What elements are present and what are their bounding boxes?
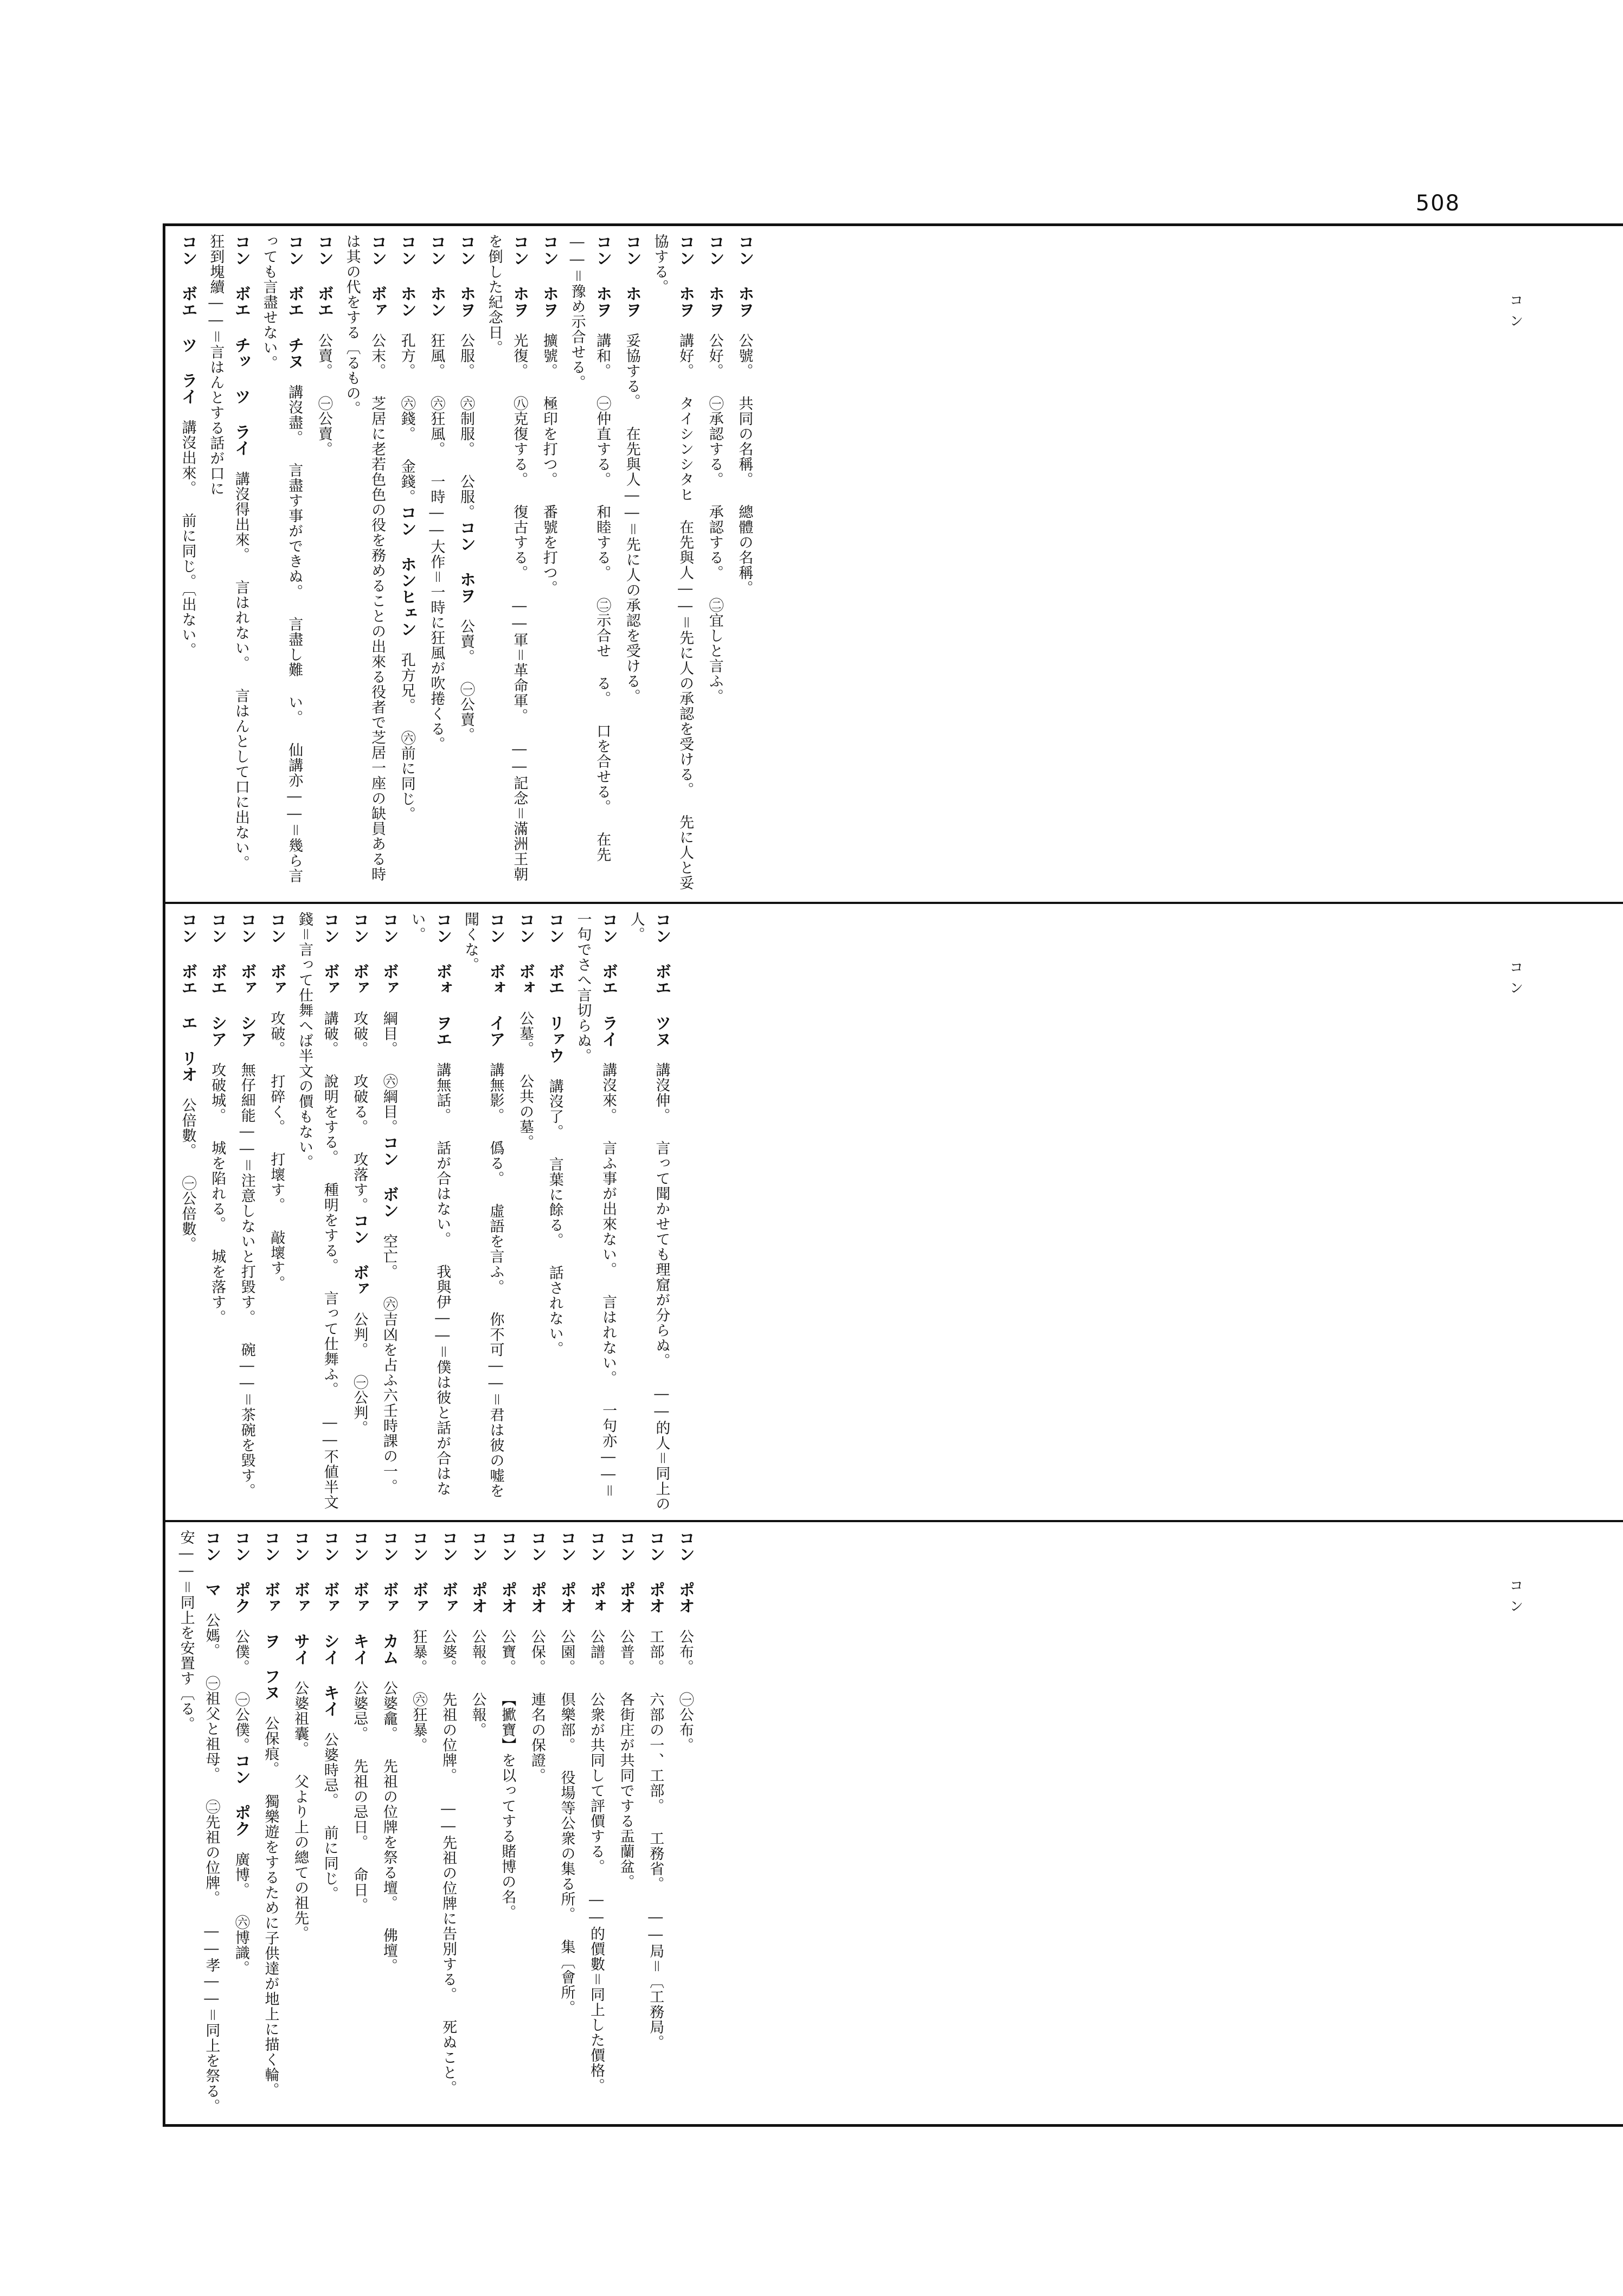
entry-definition: 公婆忌。 先祖の忌日。 命日。 bbox=[351, 1665, 368, 1913]
entry-definition: 公判。 ㊀公判。 bbox=[351, 1297, 368, 1435]
band-3-text bbox=[165, 1522, 707, 2124]
entry-headword: コン ホヲ bbox=[593, 234, 612, 318]
entry-definition: 公倍數。 ㊀公倍數。 bbox=[179, 1082, 196, 1252]
dictionary-entry bbox=[452, 234, 479, 520]
entry-headword: コン ポオ bbox=[527, 1530, 547, 1614]
dictionary-entry bbox=[553, 1530, 580, 2015]
entry-headword: コン ボン bbox=[379, 1134, 399, 1218]
entry-definition: 公婆。 先祖の位牌。 ――先祖の位牌に告別する。 死ぬこと。 bbox=[440, 1614, 457, 2095]
entry-headword: コン ポォ bbox=[587, 1530, 606, 1614]
dictionary-entry bbox=[204, 912, 230, 1325]
entry-definition: 講沒了。 言葉に餘る。 話されない。 bbox=[546, 1063, 563, 1356]
band-2 bbox=[165, 904, 1623, 1522]
entry-definition: 工部。 六部の一、工部。 工務省。 ――局＝〔工務局。 bbox=[647, 1614, 664, 2050]
dictionary-entry bbox=[263, 912, 290, 1291]
entry-definition: 講和。 ㊀仲直する。 和睦する。 ㊁示合せ る。 口を合せる。 在先――＝豫め示合せる。 bbox=[568, 234, 611, 862]
entry-definition: 狂暴。 ㊅狂暴。 bbox=[410, 1614, 427, 1753]
entry-headword: コン ボァ bbox=[368, 234, 387, 318]
dictionary-entry bbox=[257, 234, 307, 894]
dictionary-entry bbox=[174, 912, 201, 1252]
entry-headword: コン ボォ bbox=[516, 912, 535, 996]
dictionary-entry bbox=[227, 1530, 254, 1753]
entry-definition: 光復。 ㊇克復する。 復古する。 ――軍＝革命軍。 ――記念＝滿洲王朝を倒した紀念日。 bbox=[485, 234, 528, 882]
band-2-text bbox=[165, 904, 683, 1520]
dictionary-entry bbox=[624, 912, 674, 1512]
entry-definition: 攻破。 打碎く。 打壞す。 敲壞す。 bbox=[268, 996, 285, 1291]
dictionary-entry bbox=[701, 234, 728, 704]
entry-definition: 公報。 公報。 bbox=[469, 1614, 486, 1737]
band-1 bbox=[165, 226, 1623, 904]
entry-headword: コン ホヲ bbox=[705, 234, 724, 318]
entry-definition: 攻破城。 城を陷れる。 城を落す。 bbox=[209, 1047, 226, 1325]
dictionary-entry bbox=[512, 912, 538, 1150]
entry-headword: コン ボァ bbox=[409, 1530, 428, 1614]
entry-definition: 講無話。 話が合はない。 我與伊――＝僕は彼と話が合はない。 bbox=[408, 912, 451, 1496]
entry-headword: コン ボエ ツヌ bbox=[652, 912, 671, 1047]
dictionary-entry bbox=[233, 912, 260, 1498]
running-head-mark-2: コン bbox=[1507, 960, 1523, 1001]
entry-headword: コン ボエ チヌ bbox=[285, 234, 304, 369]
entry-definition: 攻破。 攻破る。 攻落す。 bbox=[351, 996, 368, 1213]
entry-headword: コン ホヲ bbox=[735, 234, 754, 318]
entry-headword: コン ポオ bbox=[468, 1530, 487, 1614]
running-head-mark-1: コン bbox=[1507, 293, 1523, 334]
entry-headword: コン ボァ bbox=[267, 912, 286, 996]
dictionary-entry bbox=[731, 234, 758, 595]
entry-definition: 講沒伸。 言って聞かせても理窟が分らぬ。 ――的人＝同上の人。 bbox=[627, 912, 670, 1511]
dictionary-entry bbox=[346, 1213, 373, 1435]
dictionary-entry bbox=[375, 1530, 402, 1973]
entry-headword: コン ボァ カム bbox=[379, 1530, 399, 1665]
entry-definition: 公布。 ㊀公布。 bbox=[676, 1614, 694, 1753]
entry-definition: 公賣。 ㊀公賣。 bbox=[315, 318, 332, 457]
dictionary-entry bbox=[642, 1530, 669, 2050]
entry-definition: 講沒來。 言ふ事が出來ない。 言はれない。 一句亦――＝一句でさへ言切らぬ。 bbox=[574, 912, 617, 1498]
band-1-text bbox=[165, 226, 766, 902]
dictionary-entry bbox=[464, 1530, 491, 1737]
entry-headword: コン ボエ リァウ bbox=[545, 912, 564, 1063]
dictionary-entry bbox=[393, 234, 420, 504]
entry-definition: 公寶。 【擨寶】を以ってする賭博の名。 bbox=[499, 1614, 516, 1920]
page-number: 508 bbox=[1415, 191, 1460, 216]
entry-headword: コン ボォ ヲエ bbox=[433, 912, 452, 1047]
entry-headword: コン ホン bbox=[427, 234, 446, 318]
entry-definition: 孔方兄。 ㊅前に同じ。 bbox=[398, 637, 415, 822]
dictionary-entry bbox=[287, 1530, 313, 1941]
dictionary-entry bbox=[292, 912, 342, 1512]
text-frame bbox=[163, 223, 1623, 2127]
dictionary-entry bbox=[541, 912, 568, 1356]
entry-definition: 講好。 タイシンシタヒ 在先與人――＝先に人の承認を受ける。 先に人と妥協する。 bbox=[651, 234, 694, 890]
entry-headword: コン ホヲ bbox=[510, 234, 529, 318]
entry-definition: 公婆祖囊。 父より上の總ての祖先。 bbox=[292, 1665, 309, 1941]
entry-definition: 公僕。 ㊀公僕。 bbox=[232, 1614, 249, 1753]
entry-headword: コン ポオ bbox=[646, 1530, 665, 1614]
dictionary-entry bbox=[582, 1530, 609, 2093]
dictionary-entry bbox=[174, 234, 201, 658]
entry-headword: コン ボエ ツ ライ bbox=[178, 234, 197, 405]
entry-headword: コン ボァ bbox=[350, 1213, 369, 1297]
entry-headword: コン ポク bbox=[231, 1530, 251, 1614]
dictionary-entry bbox=[375, 1134, 402, 1494]
entry-headword: コン ポオ bbox=[616, 1530, 636, 1614]
entry-headword: コン ボァ ヲ フヌ bbox=[261, 1530, 280, 1701]
entry-definition: 公園。 倶樂部。 役場等公衆の集る所。 集〔會所。 bbox=[558, 1614, 575, 2015]
entry-headword: コン ポオ bbox=[557, 1530, 576, 1614]
entry-definition: 公普。 各街庄が共同でする盂蘭盆。 bbox=[617, 1614, 634, 1889]
entry-definition: 空亡。 ㊅吉凶を占ふ六壬時課の一。 bbox=[380, 1218, 397, 1494]
dictionary-entry bbox=[671, 1530, 698, 1753]
running-head-mark-3: コン bbox=[1507, 1578, 1523, 1619]
entry-headword: コン ホヲ bbox=[456, 520, 476, 604]
entry-headword: コン ポオ bbox=[675, 1530, 695, 1614]
dictionary-entry bbox=[346, 912, 373, 1213]
entry-headword: コン ボァ bbox=[320, 912, 339, 996]
dictionary-entry bbox=[405, 912, 455, 1512]
entry-definition: 公譜。 公衆が共同して評價する。 ――的價數＝同上した價格。 bbox=[588, 1614, 605, 2093]
entry-definition: 孔方。 ㊅錢。 金錢。 bbox=[398, 318, 415, 504]
entry-headword: コン ボォ イア bbox=[486, 912, 505, 1047]
dictionary-entry bbox=[204, 234, 254, 894]
entry-definition: 公好。 ㊀承認する。 承認する。 ㊁宜しと言ふ。 bbox=[706, 318, 723, 704]
entry-headword: コン ボエ bbox=[314, 234, 333, 318]
entry-headword: コン ホンヒェン bbox=[397, 504, 416, 637]
dictionary-entry bbox=[482, 234, 532, 894]
entry-definition: 講沒得出來。 言はれない。 言はんとして口に出ない。 狂到塊續――＝言はんとする話が口に bbox=[207, 234, 249, 870]
entry-headword: コン ホヲ bbox=[539, 234, 559, 318]
dictionary-entry bbox=[494, 1530, 521, 1920]
entry-definition: 公賣。 ㊀公賣。 bbox=[457, 604, 474, 742]
dictionary-entry bbox=[452, 520, 479, 742]
entry-definition: 公服。 ㊅制服。 公服。 bbox=[457, 318, 474, 520]
entry-headword: コン ホン bbox=[397, 234, 416, 318]
dictionary-entry bbox=[648, 234, 698, 894]
entry-headword: コン ボエ チッ ツ ライ bbox=[231, 234, 251, 456]
entry-headword: コン ボァ bbox=[439, 1530, 458, 1614]
dictionary-entry bbox=[571, 912, 621, 1512]
entry-definition: 講破。 說明をする。 種明をする。 言って仕舞ふ。 ――不値半文錢＝言って仕舞へば半文の價もない。 bbox=[296, 912, 338, 1510]
entry-headword: コン ボァ シア bbox=[237, 912, 256, 1047]
dictionary-entry bbox=[174, 1530, 224, 2117]
entry-definition: 公婆龕。 先祖の位牌を祭る壇。 佛壇。 bbox=[380, 1665, 397, 1973]
dictionary-entry bbox=[535, 234, 562, 595]
entry-definition: 講無影。 僞る。 虛語を言ふ。 你不可――＝君は彼の嘘を聞くな。 bbox=[461, 912, 504, 1498]
entry-definition: 公號。 共同の名稱。 總體の名稱。 bbox=[736, 318, 753, 595]
entry-definition: 公媽。 ㊀祖父と祖母。 ㊁先祖の位牌。 ――孝――＝同上を祭る。 安――＝同上を安置す〔る。 bbox=[177, 1530, 220, 2114]
entry-headword: コン ボァ bbox=[379, 912, 399, 996]
entry-headword: コン ボエ ライ bbox=[599, 912, 618, 1047]
entry-definition: 公墓。 公共の墓。 bbox=[517, 996, 534, 1150]
entry-definition: 講沒盡。 言盡す事ができぬ。 言盡し難 い。 仙講亦――＝幾ら言っても言盡せない。 bbox=[260, 234, 303, 883]
dictionary-entry bbox=[346, 1530, 373, 1913]
dictionary-entry bbox=[340, 234, 390, 894]
entry-definition: 擴號。 極印を打つ。 番號を打つ。 bbox=[540, 318, 557, 595]
entry-definition: 公保痕。 獨樂遊をするために子供達が地上に描く輪。 bbox=[262, 1701, 279, 2098]
dictionary-entry bbox=[523, 1530, 550, 1783]
entry-headword: コン ポオ bbox=[498, 1530, 517, 1614]
dictionary-entry bbox=[423, 234, 450, 752]
entry-definition: 講沒出來。 前に同じ。〔出ない。 bbox=[179, 405, 196, 658]
entry-headword: コン ボァ キイ bbox=[350, 1530, 369, 1665]
entry-headword: コン ホヲ bbox=[622, 234, 641, 318]
entry-definition: 無仔細能――＝注意しないと打毀す。 碗――＝茶碗を毀す。 bbox=[238, 1047, 255, 1498]
entry-headword: コン ポク bbox=[231, 1753, 251, 1837]
dictionary-entry bbox=[618, 234, 645, 704]
dictionary-entry bbox=[257, 1530, 284, 2098]
dictionary-entry bbox=[434, 1530, 461, 2095]
dictionary-entry bbox=[565, 234, 615, 894]
entry-definition: 公保。 連名の保證。 bbox=[528, 1614, 546, 1783]
dictionary-entry bbox=[227, 1753, 254, 1976]
entry-definition: 狂風。 ㊅狂風。 一時――大作＝一時に狂風が吹捲くる。 bbox=[428, 318, 445, 752]
entry-definition: 公婆時忌。 前に同じ。 bbox=[321, 1717, 338, 1901]
dictionary-entry bbox=[612, 1530, 639, 1889]
dictionary-entry bbox=[316, 1530, 343, 1901]
dictionary-entry bbox=[458, 912, 508, 1512]
band-3 bbox=[165, 1522, 1623, 2124]
entry-headword: コン ホヲ bbox=[456, 234, 476, 318]
entry-headword: コン ボエ エ リオ bbox=[178, 912, 197, 1082]
entry-definition: 廣博。 ㊅博識。 bbox=[232, 1837, 249, 1976]
entry-definition: 妥協する。 在先與人――＝先に人の承認を受ける。 bbox=[623, 318, 640, 704]
dictionary-entry bbox=[393, 504, 420, 822]
entry-headword: コン ボァ シイ キイ bbox=[320, 1530, 339, 1717]
entry-headword: コン ボエ シア bbox=[208, 912, 227, 1047]
entry-headword: コン ボァ サイ bbox=[291, 1530, 310, 1665]
dictionary-entry bbox=[310, 234, 337, 457]
entry-headword: コン マ bbox=[202, 1530, 221, 1598]
entry-headword: コン ホヲ bbox=[676, 234, 695, 318]
entry-definition: 綱目。 ㊅綱目。 bbox=[380, 996, 397, 1134]
dictionary-entry bbox=[405, 1530, 432, 1753]
entry-headword: コン ボァ bbox=[350, 912, 369, 996]
entry-definition: 公末。 芝居に老若色色の役を務めることの出來る役者で芝居一座の缺員ある時は其の代をする〔るもの。 bbox=[343, 234, 386, 882]
dictionary-entry bbox=[375, 912, 402, 1134]
bands-container bbox=[165, 226, 1623, 2124]
